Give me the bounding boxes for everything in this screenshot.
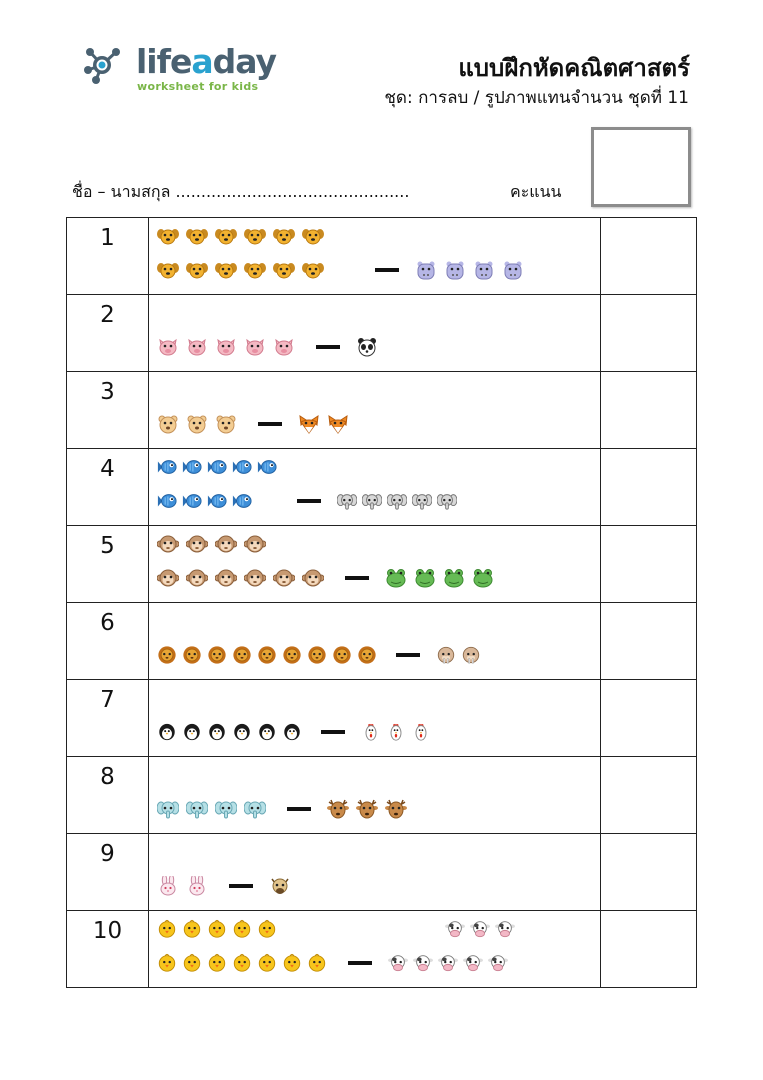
picture-row-bottom — [157, 489, 462, 513]
problem-row — [67, 372, 697, 449]
minus-sign — [297, 499, 321, 503]
fish-icon — [182, 491, 202, 511]
worksheet-title: แบบฝึกหัดคณิตศาสตร์ — [458, 54, 690, 82]
lion-icon — [357, 645, 377, 665]
picture-row-bottom — [157, 258, 531, 282]
bear-icon — [215, 414, 237, 434]
rabbit-icon — [157, 876, 179, 896]
dog-icon — [302, 226, 324, 246]
chicken-icon — [386, 722, 406, 742]
cow-icon — [488, 953, 508, 973]
picture-row-bottom — [157, 720, 436, 744]
fish-icon — [207, 491, 227, 511]
picture-row-bottom — [157, 874, 298, 898]
fish-icon — [232, 457, 252, 477]
panda-icon — [356, 337, 378, 357]
dog-icon — [157, 260, 179, 280]
problem-row — [67, 911, 697, 988]
elephant-gray-icon — [437, 491, 457, 511]
cow-icon — [470, 919, 490, 939]
problem-table-body — [67, 218, 697, 988]
cow-icon — [438, 953, 458, 973]
monkey-icon — [157, 534, 179, 554]
dog-icon — [215, 260, 237, 280]
problem-pictures — [148, 757, 600, 834]
fish-icon — [207, 457, 227, 477]
minus-sign — [229, 884, 253, 888]
penguin-icon — [207, 722, 227, 742]
chick-icon — [307, 953, 327, 973]
bear-icon — [186, 414, 208, 434]
walrus-icon — [461, 645, 481, 665]
elephant-gray-icon — [362, 491, 382, 511]
answer-box[interactable] — [601, 680, 697, 757]
monkey-icon — [215, 534, 237, 554]
dog-icon — [157, 226, 179, 246]
problem-pictures — [148, 449, 600, 526]
pig-icon — [273, 337, 295, 357]
pig-icon — [215, 337, 237, 357]
hippo-icon — [502, 260, 524, 280]
problem-number: 7 — [67, 680, 149, 757]
dog-icon — [302, 260, 324, 280]
hippo-icon — [444, 260, 466, 280]
logo — [82, 40, 282, 96]
chicken-icon — [361, 722, 381, 742]
answer-box[interactable] — [601, 526, 697, 603]
penguin-icon — [232, 722, 252, 742]
elephant-blue-icon — [244, 799, 266, 819]
minus-sign — [321, 730, 345, 734]
minus-sign — [375, 268, 399, 272]
score-label: คะแนน — [510, 182, 562, 201]
elephant-gray-icon — [337, 491, 357, 511]
chick-icon — [157, 953, 177, 973]
pig-icon — [157, 337, 179, 357]
chick-icon — [257, 953, 277, 973]
cow-icon — [388, 953, 408, 973]
chick-icon — [182, 919, 202, 939]
elephant-gray-icon — [412, 491, 432, 511]
frog-icon — [472, 568, 494, 588]
picture-row-top-subtrahend — [445, 917, 520, 941]
chick-icon — [207, 953, 227, 973]
answer-box[interactable] — [601, 911, 697, 988]
hippo-icon — [415, 260, 437, 280]
lion-icon — [232, 645, 252, 665]
minus-sign — [396, 653, 420, 657]
penguin-icon — [182, 722, 202, 742]
problem-pictures — [148, 372, 600, 449]
monkey-icon — [157, 568, 179, 588]
logo-wordmark: lifeaday — [136, 42, 277, 81]
chicken-icon — [411, 722, 431, 742]
fish-icon — [157, 457, 177, 477]
problem-pictures — [148, 218, 600, 295]
pig-icon — [244, 337, 266, 357]
problem-pictures — [148, 295, 600, 372]
picture-row-top — [157, 917, 282, 941]
lion-icon — [282, 645, 302, 665]
rabbit-icon — [186, 876, 208, 896]
picture-row-bottom — [157, 643, 486, 667]
problem-row — [67, 680, 697, 757]
picture-row-bottom — [157, 951, 513, 975]
minus-sign — [258, 422, 282, 426]
lion-icon — [157, 645, 177, 665]
penguin-icon — [157, 722, 177, 742]
lion-icon — [207, 645, 227, 665]
picture-row-bottom — [157, 412, 356, 436]
dog-icon — [186, 260, 208, 280]
picture-row-bottom — [157, 566, 501, 590]
answer-box[interactable] — [601, 372, 697, 449]
fish-icon — [157, 491, 177, 511]
minus-sign — [287, 807, 311, 811]
dog-icon — [244, 226, 266, 246]
dog-icon — [244, 260, 266, 280]
problem-row — [67, 295, 697, 372]
worksheet-subtitle: ชุด: การลบ / รูปภาพแทนจำนวน ชุดที่ 11 — [384, 88, 689, 108]
problem-pictures — [148, 526, 600, 603]
elephant-blue-icon — [186, 799, 208, 819]
problem-pictures — [148, 911, 600, 988]
picture-row-top — [157, 455, 282, 479]
frog-icon — [414, 568, 436, 588]
chick-icon — [257, 919, 277, 939]
picture-row-bottom — [157, 797, 414, 821]
dog-icon — [273, 260, 295, 280]
cow-icon — [445, 919, 465, 939]
picture-row-bottom — [157, 335, 385, 359]
fish-icon — [182, 457, 202, 477]
problem-row — [67, 218, 697, 295]
lion-icon — [307, 645, 327, 665]
chick-icon — [182, 953, 202, 973]
minus-sign — [348, 961, 372, 965]
lion-icon — [182, 645, 202, 665]
deer-icon — [327, 799, 349, 819]
elephant-blue-icon — [157, 799, 179, 819]
deer-icon — [385, 799, 407, 819]
fish-icon — [232, 491, 252, 511]
minus-sign — [316, 345, 340, 349]
problem-number: 4 — [67, 449, 149, 526]
logo-tagline: worksheet for kids — [137, 80, 259, 93]
lion-icon — [332, 645, 352, 665]
frog-icon — [385, 568, 407, 588]
deer-icon — [356, 799, 378, 819]
name-line: ชื่อ – นามสกุล .............................................. — [72, 182, 410, 201]
problem-pictures — [148, 603, 600, 680]
logo-molecule-icon — [82, 40, 132, 90]
problem-number: 8 — [67, 757, 149, 834]
frog-icon — [443, 568, 465, 588]
monkey-icon — [273, 568, 295, 588]
dog-icon — [273, 226, 295, 246]
problem-row — [67, 449, 697, 526]
problem-number: 10 — [67, 911, 149, 988]
monkey-icon — [244, 568, 266, 588]
monkey-icon — [302, 568, 324, 588]
chick-icon — [232, 919, 252, 939]
bear-icon — [157, 414, 179, 434]
minus-sign — [345, 576, 369, 580]
monkey-icon — [215, 568, 237, 588]
chick-icon — [232, 953, 252, 973]
pig-icon — [186, 337, 208, 357]
monkey-icon — [244, 534, 266, 554]
problem-table — [66, 217, 697, 988]
problem-number: 9 — [67, 834, 149, 911]
score-box — [591, 127, 691, 207]
problem-number: 5 — [67, 526, 149, 603]
problem-row — [67, 757, 697, 834]
cow-icon — [495, 919, 515, 939]
problem-row — [67, 526, 697, 603]
chick-icon — [282, 953, 302, 973]
cow-icon — [413, 953, 433, 973]
problem-number: 3 — [67, 372, 149, 449]
cow-icon — [463, 953, 483, 973]
problem-pictures — [148, 834, 600, 911]
answer-box[interactable] — [601, 757, 697, 834]
answer-box[interactable] — [601, 449, 697, 526]
penguin-icon — [282, 722, 302, 742]
problem-number: 1 — [67, 218, 149, 295]
fox-icon — [298, 414, 320, 434]
monkey-icon — [186, 568, 208, 588]
dog-icon — [215, 226, 237, 246]
dog-icon — [186, 226, 208, 246]
fox-icon — [327, 414, 349, 434]
problem-row — [67, 603, 697, 680]
answer-box[interactable] — [601, 834, 697, 911]
penguin-icon — [257, 722, 277, 742]
monkey-icon — [186, 534, 208, 554]
elephant-gray-icon — [387, 491, 407, 511]
fish-icon — [257, 457, 277, 477]
answer-box[interactable] — [601, 295, 697, 372]
lion-icon — [257, 645, 277, 665]
walrus-icon — [436, 645, 456, 665]
chick-icon — [207, 919, 227, 939]
hippo-icon — [473, 260, 495, 280]
elephant-blue-icon — [215, 799, 237, 819]
problem-number: 2 — [67, 295, 149, 372]
problem-pictures — [148, 680, 600, 757]
picture-row-top — [157, 532, 273, 556]
answer-box[interactable] — [601, 603, 697, 680]
chick-icon — [157, 919, 177, 939]
problem-row — [67, 834, 697, 911]
answer-box[interactable] — [601, 218, 697, 295]
picture-row-top — [157, 224, 331, 248]
problem-number: 6 — [67, 603, 149, 680]
cow-face-icon — [269, 876, 291, 896]
